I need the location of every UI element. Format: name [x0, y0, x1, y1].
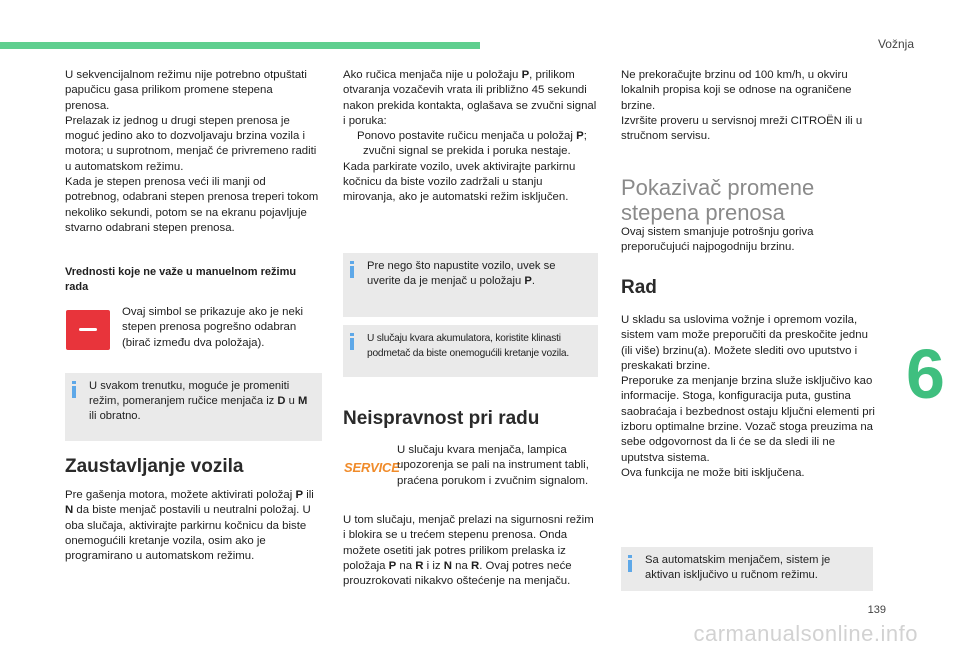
paragraph: Ovaj sistem smanjuje potrošnju goriva preporučujući najpogodniju brzinu.: [621, 226, 814, 254]
chapter-tab: [890, 337, 960, 412]
info-text: U slučaju kvara akumulatora, koristite klinasti podmetač da biste onemogućili kretanje vozila.: [367, 333, 570, 359]
column-1-intro: [65, 68, 320, 236]
column-2-intro: [343, 68, 598, 206]
bullet-item: Ponovo postavite ručicu menjača u položaj P; zvučni signal se prekida i poruka nestaje.: [357, 130, 587, 158]
paragraph: Ova funkcija ne može biti isključena.: [621, 466, 805, 479]
paragraph: Ne prekoračujte brzinu od 100 km/h, u okviru lokalnih propisa koji se odnose na ograničene brzine.: [621, 69, 852, 112]
paragraph: Kada parkirate vozilo, uvek aktivirajte parkirnu kočnicu da biste vozilo zadržali u stanju mirovanja, ako je automatski režim isključen.: [343, 160, 576, 204]
page-number: 139: [867, 604, 886, 616]
info-box-leave-vehicle: [343, 253, 598, 317]
chapter-number: 6: [906, 335, 945, 413]
section-title-stopping: Zaustavljanje vozila: [65, 456, 244, 477]
section-title-malfunction: Neispravnost pri radu: [343, 408, 540, 429]
paragraph: Preporuke za menjanje brzina služe isključivo kao informacije. Stoga, konfiguracija puta, gustina saobraćaja i bezbednost ostaju ključni elementi pri izboru optimalne brzine. Vozač stoga preuzima na sebe odgovornost da li će se da sledi ili ne uputstva sistema.: [621, 375, 875, 464]
paragraph: Kada je stepen prenosa veći ili manji od potrebnog, odabrani stepen prenosa treperi tokom nekoliko sekundi, potom se na ekranu pojavljuje stvarno odabrani stepen prenosa.: [65, 176, 319, 234]
section-title-gear-indicator: Pokazivač promene stepena prenosa: [621, 175, 815, 225]
column-3-operation: [621, 313, 876, 481]
info-box-automatic: [621, 547, 873, 591]
section-header-title: Vožnja: [877, 37, 914, 51]
info-text: Sa automatskim menjačem, sistem je aktivan isključivo u ručnom režimu.: [645, 554, 831, 581]
info-text: U svakom trenutku, moguće je promeniti režim, pomeranjem ručice menjača iz D u M ili obratno.: [89, 380, 308, 422]
paragraph: U skladu sa uslovima vožnje i opremom vozila, sistem vam može preporučiti da preskočite jednu (ili više) brzinu(a). Možete slediti ovo uputstvo i preskakati brzine.: [621, 314, 868, 372]
watermark-logo: carmanualsonline.info: [693, 621, 918, 646]
service-warning-icon: SERVICE: [344, 460, 400, 475]
info-text: Pre nego što napustite vozilo, uvek se uverite da je menjač u položaju P.: [367, 260, 556, 287]
info-icon: [350, 261, 354, 277]
malfunction-paragraph: U tom slučaju, menjač prelazi na sigurnosni režim i blokira se u trećem stepenu prenosa. Onda možete osetiti jak potres prilikom prelaska iz položaja P na R i iz N na R. Ovaj potres neće prouzrokovati nikakvo oštećenje na menjaču.: [343, 514, 594, 588]
info-box-battery: [343, 325, 598, 377]
header-accent-bar: [0, 42, 480, 49]
subheading-manual-values: Vrednosti koje ne važe u manuelnom režimu rada: [65, 266, 297, 293]
paragraph: Ako ručica menjača nije u položaju P, prilikom otvaranja vozačevih vrata ili približno 45 sekundi nakon prekida kontakta, oglašava se zvučni signal i poruka:: [343, 69, 597, 127]
paragraph: Prelazak iz jednog u drugi stepen prenosa je moguć jedino ako to dozvoljavaju brzina vozila i motora; u suprotnom, menjač će privremeno raditi u automatskom režimu.: [65, 114, 317, 173]
info-icon: [350, 333, 354, 349]
paragraph: U sekvencijalnom režimu nije potrebno otpuštati papučicu gasa prilikom promene stepena prenosa.: [65, 69, 307, 112]
icon-description: Ovaj simbol se prikazuje ako je neki stepen prenosa pogrešno odabran (birač između dva položaja).: [122, 306, 304, 349]
info-icon: [628, 555, 632, 571]
info-icon: [72, 381, 76, 397]
stopping-paragraph: Pre gašenja motora, možete aktivirati položaj P ili N da biste menjač postavili u neutralni položaj. U oba slučaja, aktivirajte parkirnu kočnicu da biste onemogućili kretanje vozila, osim ako je programirano u automatskom režimu.: [65, 489, 314, 563]
column-3-intro: [621, 68, 876, 144]
gear-error-warning-icon: [66, 310, 110, 350]
info-box-mode-change: [65, 373, 322, 441]
paragraph: Izvršite proveru u servisnoj mreži CITROËN ili u stručnom servisu.: [621, 114, 863, 143]
subsection-title-operation: Rad: [621, 277, 657, 298]
service-description: U slučaju kvara menjača, lampica upozorenja se pali na instrument tabli, praćena porukom i zvučnim signalom.: [397, 444, 589, 487]
